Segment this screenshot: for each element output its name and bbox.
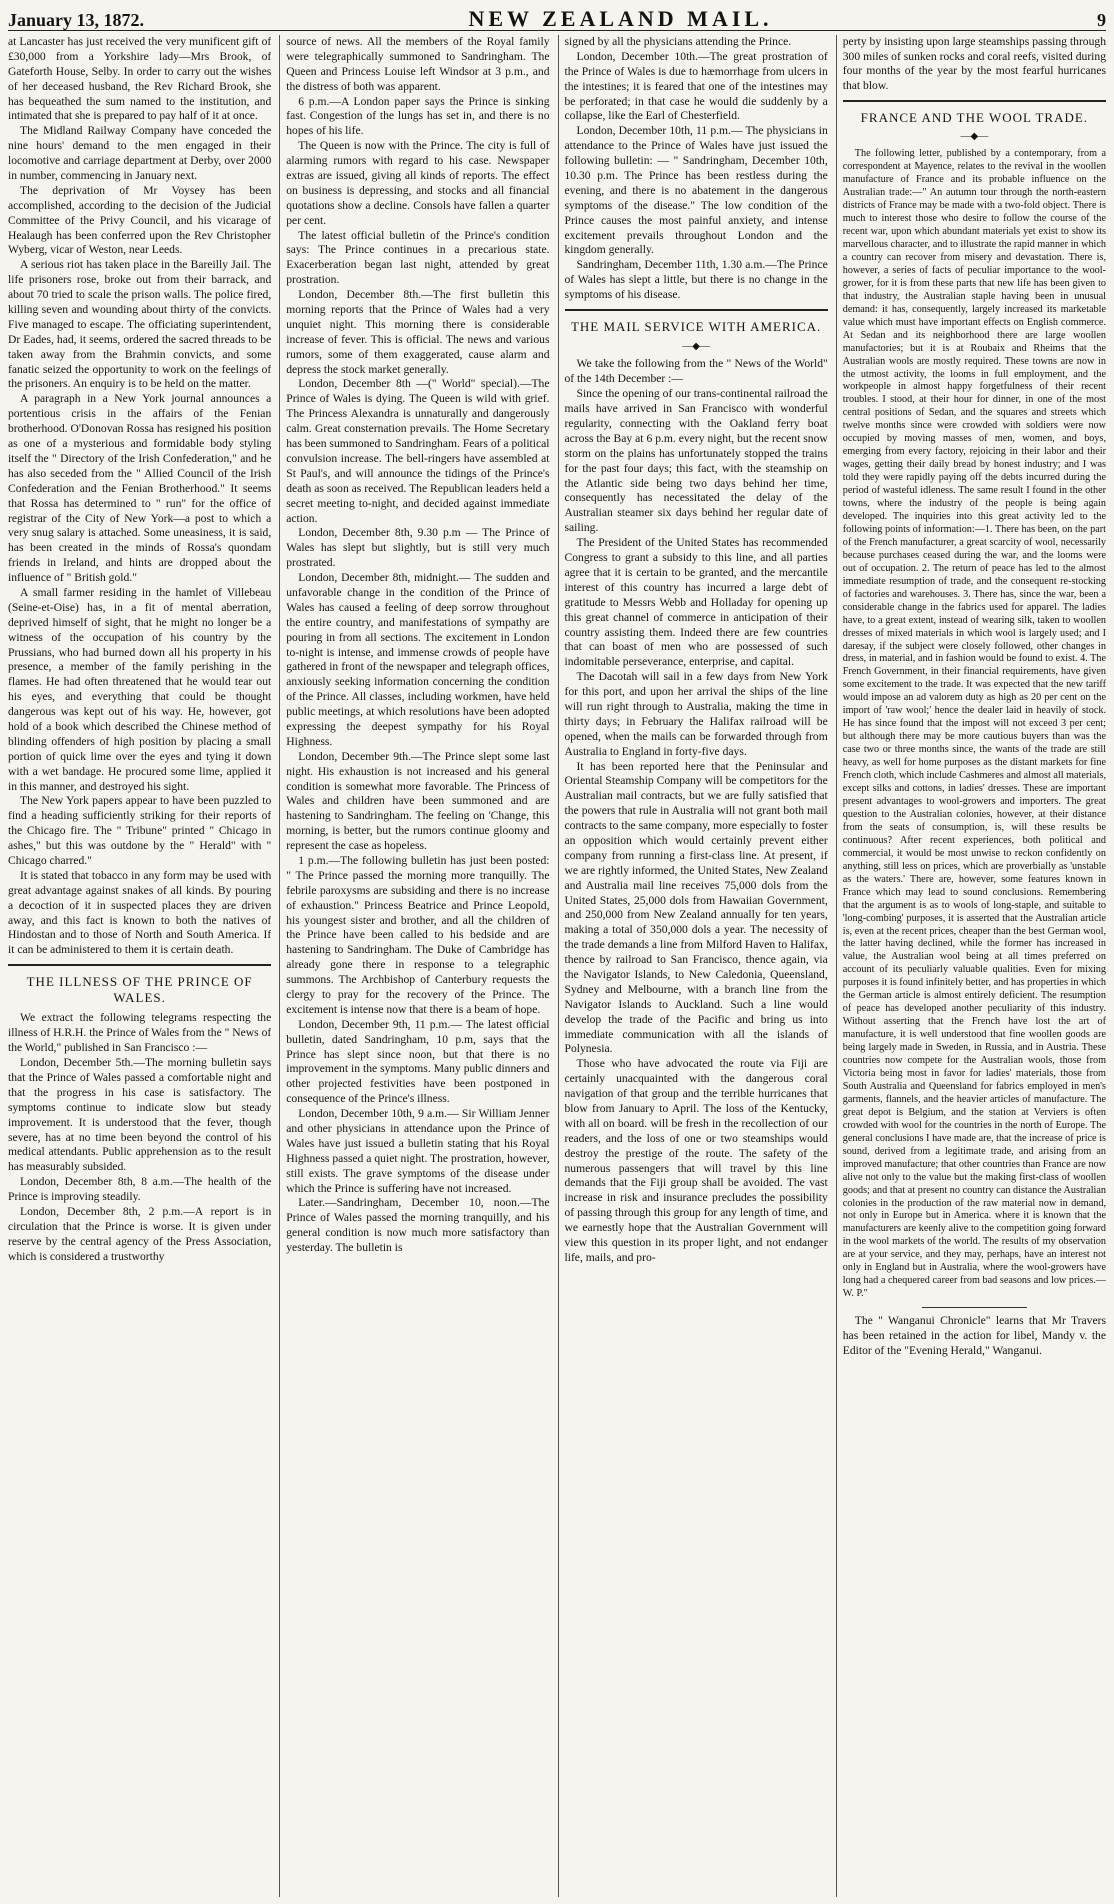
column-3 bbox=[558, 35, 828, 1897]
paragraph: Those who have advocated the route via Fiji are certainly unacquainted with the dangerous coral navigation of that group and the terrible hurricanes that blow from January to April. The loss of the Kentucky, with all on board. will be fresh in the recollection of our readers, and the loss of one or two steamships would destroy the prestige of the route. The safety of the numerous passengers that will travel by this line demands that the Fiji group shall be avoided. The vast increase in risk and insurance precludes the possibility of passing through this group for any length of time, and we earnestly hope that the Australian Government will view this question in its proper light, and not endanger life, mails, and pro- bbox=[564, 1057, 828, 1264]
ornament-dash: ―◆― bbox=[682, 340, 710, 352]
paragraph: 1 p.m.—The following bulletin has just been posted: " The Prince passed the morning more tranquilly. The febrile paroxysms are subsiding and there is no increase of exhaustion." Princess Beatrice and Prince Leopold, his youngest sister and brother, and all the children of the Prince have been called to his bedside and are hastening to Sandringham. The Duke of Cambridge has already gone there in response to a telegraphic summons. The Archbishop of Canterbury requests the clergy to pray for the recovery of the Prince. The excitement is intense now that there is a beam of hope. bbox=[286, 853, 550, 1016]
paragraph: Sandringham, December 11th, 1.30 a.m.—The Prince of Wales has slept a little, but there is no change in the symptoms of his disease. bbox=[564, 258, 828, 302]
paragraph: We extract the following telegrams respecting the illness of H.R.H. the Prince of Wales from the " News of the World," published in San Francisco :— bbox=[8, 1011, 272, 1055]
paragraph: A small farmer residing in the hamlet of Villebeau (Seine-et-Oise) has, in a fit of mental aberration, deprived himself of sight, that he might no longer be a witness of the occupation of his country by the Prussians, who had burned down all his property in his presence, a member of the family perishing in the flames. He had often threatened that he would tear out his eyes, and everything that could be thought dangerous was kept out of his way. He, however, got hold of a book which described the Chinese method of blinding offenders of high position by placing a small portion of quick lime over the eyes and tying it down with a wet bandage. He procured some lime, applied it in this manner, and destroyed his sight. bbox=[8, 585, 272, 793]
paragraph: It is stated that tobacco in any form may be used with great advantage against snakes of all kinds. By pouring a decoction of it in suspected places they are driven away, and this fact is known to both the natives of Hindostan and to those of North and South America. If it can be administered to them it is certain death. bbox=[8, 868, 272, 957]
page-number: 9 bbox=[1096, 10, 1106, 30]
ornament-dash: ―◆― bbox=[960, 131, 989, 143]
issue-date: January 13, 1872. bbox=[8, 10, 145, 30]
paragraph: London, December 8th —(" World" special).—The Prince of Wales is dying. The Queen is wild with grief. The Princess Alexandra is unnaturally and dangerously calm. Great consternation prevails. The Home Secretary has been summoned to Sandringham. Fears of a political convulsion increase. The bell-ringers have assembled at St Paul's, and will announce the tidings of the Prince's death as soon as received. The Republican leaders held a secret meeting to-night, and decided against immediate action. bbox=[286, 377, 550, 525]
paragraph: London, December 9th, 11 p.m.— The latest official bulletin, dated Sandringham, 10 p.m, says that the Prince has slept since noon, but that there is no improvement in the symptoms. Many public dinners and other projected festivities have been postponed in consequence of the Prince's illness. bbox=[286, 1017, 550, 1106]
paragraph: The " Wanganui Chronicle" learns that Mr Travers has been retained in the action for libel, Mandy v. the Editor of the "Evening Herald," Wanganui. bbox=[842, 1314, 1106, 1357]
paragraph: London, December 8th, 2 p.m.—A report is in circulation that the Prince is worse. It is given under reserve by the central agency of the Press Association, which is considered a trustworthy bbox=[8, 1204, 272, 1263]
paragraph: 6 p.m.—A London paper says the Prince is sinking fast. Congestion of the lungs has set in, and there is no hopes of his life. bbox=[286, 94, 550, 138]
paragraph: London, December 5th.—The morning bulletin says that the Prince of Wales passed a comfortable night and that the progress in his case is satisfactory. The symptoms continue to indicate slow but steady improvement. It is understood that the fever, though severe, has at no time been beyond the control of his medical attendants. Public apprehension as to the result has measurably subsided. bbox=[8, 1056, 272, 1174]
paragraph: The Queen is now with the Prince. The city is full of alarming rumors with regard to his case. Newspaper extras are issued, giving all kinds of reports. The effect on business is depressing, and stocks and all financial quotations show a decline. Consols have fallen a quarter per cent. bbox=[286, 139, 550, 227]
paragraph: A serious riot has taken place in the Bareilly Jail. The life prisoners rose, broke out from their barrack, and about 70 tried to scale the prison walls. The police fired, killing seven and wounding about thirty of the convicts. Five managed to escape. The officiating superintendent, Dr Eades, had, it seems, ordered the sacred threads to be taken away from the Brahmin convicts, and some fanatic seized the opportunity to work on the feelings of the prisoners. An enquiry is to be held on the matter. bbox=[8, 258, 272, 391]
paragraph: A paragraph in a New York journal announces a portentious crisis in the affairs of the Fenian brotherhood. O'Donovan Rossa has resigned his position as one of a mysterious and formidable body styling itself the " Directory of the Irish Confederation," and he has also seceded from the " Allied Council of the Irish Confederation and the Fenian Brotherhood." It seems that Rossa has determined to " run" for the office of registrar of the City of New York—a post to which a very snug salary is attached. Some uneasiness, it is said, has been created in the minds of Rossa's quondam friends in Ireland, and hints are dropped about the influence of " British gold." bbox=[8, 392, 272, 585]
section-rule bbox=[8, 964, 271, 966]
column-2 bbox=[279, 35, 549, 1897]
paragraph: London, December 8th, 8 a.m.—The health of the Prince is improving steadily. bbox=[8, 1175, 272, 1204]
paragraph: We take the following from the " News of the World" of the 14th December :— bbox=[564, 357, 828, 386]
paragraph: perty by insisting upon large steamships passing through 300 miles of sunken rocks and coral reefs, visited during four months of the year by the most fearful hurricanes that blow. bbox=[842, 35, 1106, 93]
paragraph: signed by all the physicians attending the Prince. bbox=[564, 35, 792, 48]
paragraph: London, December 10th, 11 p.m.— The physicians in attendance to the Prince of Wales have just issued the following bulletin: — " Sandringham, December 10th, 10.30 p.m. The Prince has been restless during the evening, and there is no abatement in the dangerous symptoms of the disease." The low condition of the Prince causes the most painful anxiety, and intense excitement prevails throughout London and the kingdom generally. bbox=[564, 124, 828, 257]
paragraph: London, December 8th, midnight.— The sudden and unfavorable change in the condition of the Prince of Wales has caused a feeling of deep sorrow throughout the entire country, and manifestations of sympathy are pouring in from all sections. The excitement in London to-night is intense, and immense crowds of people have gathered in front of the newspaper and telegraph offices, anxiously seeking information concerning the condition of the Prince. All classes, including workmen, have held public meetings, at which resolutions have been adopted expressing the deepest sympathy for his Royal Highness. bbox=[286, 571, 550, 748]
paragraph: Since the opening of our trans-continental railroad the mails have arrived in San Francisco with wonderful regularity, connecting with the Oakland ferry boat across the Bay at 6 p.m. every night, but the recent snow storm on the plains has unfortunately stopped the trains for the past four days; this fact, with the steamship on the Atlantic side being two days behind her time, consequently has necessitated the delay of the Australian steamer six days behind her regular date of sailing. bbox=[564, 387, 828, 535]
paragraph: It has been reported here that the Peninsular and Oriental Steamship Company will be competitors for the Australian mail contracts, but we are fully satisfied that the powers that rule in Australia will not grant both mail contracts to the same company, more especially to foster an opposition which would certainly prevent either company from running a first-class line. At present, if we are rightly informed, the United States, New Zealand and Australia mail line receives 75,000 dols from the United States, 25,000 dols from Hawaiian Government, and 250,000 from New Zealand annually for ten years, making a total of 350,000 dols a year. The necessity of the trade demands a line from Milford Haven to Halifax, thence by railroad to San Francisco, thence again, via the Navigator Islands, to New Caledonia, Queensland, Sydney and Melbourne, with a branch line from the Navigator Islands to Auckland. Such a line would develop the trade of the Pacific and bring us into immediate communication with all the islands of Polynesia. bbox=[564, 759, 828, 1056]
paragraph: Later.—Sandringham, December 10, noon.—The Prince of Wales passed the morning tranquilly, and his general condition is now much more satisfactory than yesterday. The bulletin is bbox=[286, 1196, 550, 1255]
masthead bbox=[8, 6, 1106, 31]
paragraph: London, December 9th.—The Prince slept some last night. His exhaustion is not increased and his general condition is somewhat more favorable. The Princess of Wales and children have been summoned and are hastening to Sandringham. The feeling on 'Change, this morning, is better, but the rumors continue gloomy and represent the case as hopeless. bbox=[286, 749, 550, 853]
paragraph: The President of the United States has recommended Congress to grant a subsidy to this line, and all parties agree that it is certain to be granted, and the mercantile interest of this country has incurred a large debt of gratitude to Messrs Webb and Holladay for opening up this great channel of commerce in anticipation of their country assisting them. Indeed there are few countries that can boast of men who are possessed of such indomitable perseverance, enterprise, and capital. bbox=[564, 536, 828, 669]
article-heading-prince-illness: THE ILLNESS OF THE PRINCE OF WALES. bbox=[26, 974, 253, 1005]
section-rule bbox=[843, 100, 1106, 102]
paragraph: The following letter, published by a contemporary, from a correspondent at Mayence, relates to the revival in the woollen manufacture of France and its probable influence on the Australian trade:—" An autumn tour through the north-eastern districts of France may be made with a two-fold object. There is much to interest those who desire to follow the course of the recent war, upon which abundant materials yet exist to show its marvellous character, and to illustrate the rapid manner in which a country can recover from misery and devastation. There is, however, a series of facts of peculiar importance to the wool-grower, for it is from these parts that new life has been given to that industry, the Australian staple having been in unusual demand: it has, consequently, largely increased its marketable value which must have important effects on English commerce. At Sedan and its neighborhood there are large woollen manufactories; but it is at Roubaix and Rheims that the Australian wools are mostly required. These towns are now in the utmost activity, the looms in full employment, and the workpeople in almost happy forgetfulness of their recent troubles. I stood, at their hour for dinner, in one of the most central positions of Sedan, and the squares and streets which twelve months since were crowded with soldiers were now occupied by moving masses of men, women, and boys, emerging from every factory, rejoicing in their labor and their wages, getting their daily bread by honest industry; and I was told they were rapidly paying off the debts incurred during the period of wasteful idleness. The same result I found in the other towns, where the industry of the people is being again developed. The inquiries into this great activity led to the following points of information:—1. There has been, on the part of the French manufacturer, a great scarcity of wool, necessarily because purchases ceased during the war, and the looms were out of occupation. 2. The return of peace has led to the almost immediate resumption of trade, and the consequent re-stocking of factories and warehouses. 3. There has, since the war, been a considerable change in the fabrics used for apparel. The ladies have, to a great extent, instead of wearing silk, taken to woollen dresses of mixed materials in which wool is largely used; and I daresay, if the subject were closely followed, other changes in dress, in material, and in fashion would be found to exist. 4. The French Government, in their financial requirements, have given some excitement to the trade. It was expected that the new tariff would impose an ad valorem duty as high as 20 per cent on the import of 'raw wool;' hence the dealer laid in heavily of stock. He has since found that the impost will not exceed 3 per cent; but although there may be more cautious buyers than was the case two or three months since, the wants of the trade are still heavy, as well for home purposes as the distant markets for fine French cloth, which include Cashmeres and almost all materials, except silks and cottons, in ladies' dresses. These are important present advantages to wool-growers and importers. The great question to the Australian colonies, however, at their distance from the seats of consumption, is, will these results be continuous? After recent experiences, both political and commercial, it would be most unwise to reckon confidently on anything, still less on prices, which are proverbially as 'unstable as the waters.' There are, however, some features known in France which may lead to sound conclusions. Remembering that the argument is as to wools of long-staple, and suitable to 'long-combing' purposes, it is asserted that the Australian article is, even at the recent prices, cheaper than the best German wool, the latter having declined, while the former has increased in value, the Australian wool being at all times preferred on account of its peculiarly valuable qualities. Even for mixing purposes it is found infinitely better, and has properties in which the German article is almost entirely deficient. The resumption of peace has developed another peculiarity of this industry. Without asserting that the French have lost the art of manufacture, it is well understood that fine woollen goods are being largely made in Sweden, in Russia, and in Austria. These countries now compete for the Australian wools, those from Victoria being most in favor for ladies' materials, those from South Australia and Queensland for fabrics employed in men's garments, flannels, and the heavier articles of manufacture. The great depot is Belgium, and the station at Verviers is often crowded with wool for the countries in the north of Europe. The general conclusions I have made are, that the increase of price is sound, derived from a legitimate trade, and arising from an improved manufacture; that other countries than France are now alive not only to the value but the making first-class of woollen goods; and that at present no country can distance the Australian colonies in the production of the raw material now in demand, not only in Europe but in America. where it is known that the manufacturers are keenly alive to the competition going forward in the wool markets of the world. The results of my observation are at your service, and they may, perhaps, have an interest not only in England but in Australia, where the wool-growers have long had a chequered career from bad seasons and low prices.—W. P." bbox=[842, 148, 1106, 1300]
paragraph: source of news. All the members of the Royal family were telegraphically summoned to Sandringham. The Queen and Princess Louise left Windsor at 3 p.m., and the distress of both was apparent. bbox=[286, 35, 550, 93]
column-4 bbox=[836, 35, 1106, 1897]
newspaper-title: NEW ZEALAND MAIL. bbox=[468, 6, 773, 31]
end-rule bbox=[922, 1307, 1027, 1308]
paragraph: The deprivation of Mr Voysey has been accomplished, according to the decision of the Judicial Committee of the Privy Council, and his vicarage of Healaugh has been conferred upon the Rev Christopher Wyberg, vicar of Weston, near Leeds. bbox=[8, 183, 272, 257]
paragraph: The Dacotah will sail in a few days from New York for this port, and upon her arrival the ships of the line will run right through to Australia, making the time in thirty days; in February the Halifax railroad will be opened, when the mails can be forwarded through from Australia to England in forty-five days. bbox=[564, 670, 828, 758]
paragraph: London, December 8th, 9.30 p.m — The Prince of Wales has slept but slightly, but is still very much prostrated. bbox=[286, 526, 550, 570]
article-heading-wool-trade: FRANCE AND THE WOOL TRADE. bbox=[860, 109, 1089, 125]
column-1 bbox=[8, 35, 271, 1897]
article-heading-mail-service: THE MAIL SERVICE WITH AMERICA. bbox=[570, 319, 822, 335]
section-rule bbox=[565, 309, 828, 311]
paragraph: London, December 8th.—The first bulletin this morning reports that the Prince of Wales had a very unquiet night. This morning there is considerable increase of fever. This is official. The news and various rumors, some of them exaggerated, cause alarm and depress the stock market generally. bbox=[286, 288, 550, 376]
columns bbox=[8, 35, 1106, 1897]
paragraph: London, December 10th, 9 a.m.— Sir William Jenner and other physicians in attendance upon the Prince of Wales have just issued a bulletin stating that his Royal Highness passed a quiet night. The prostration, however, still exists. The grave symptoms of the disease under which the Prince is suffering have not increased. bbox=[286, 1107, 550, 1195]
paragraph: at Lancaster has just received the very munificent gift of £30,000 from a Yorkshire lady—Mrs Brook, of Gateforth House, Selby. In order to carry out the wishes of her deceased husband, the Rev Richard Brook, she has bequeathed the sum named to the institution, and intimated that she is prepared to pay half of it at once. bbox=[8, 35, 272, 123]
paragraph: London, December 10th.—The great prostration of the Prince of Wales is due to hæmorrhage from ulcers in the intestines; it is feared that one of the intestines may be perforated; in that case he would die suddenly by a collapse, like the Earl of Chesterfield. bbox=[564, 49, 828, 123]
paragraph: The latest official bulletin of the Prince's condition says: The Prince continues in a precarious state. Exacerberation began last night, attended by great prostration. bbox=[286, 228, 550, 287]
paragraph: The Midland Railway Company have conceded the nine hours' demand to the men engaged in their locomotive and carriage department at Derby, over 2000 in number, commencing in January next. bbox=[8, 124, 272, 183]
paragraph: The New York papers appear to have been puzzled to find a heading sufficiently striking for their reports of the Chicago fire. The " Tribune" printed " Chicago in ashes," but this was outdone by the " Herald" with " Chicago charred." bbox=[8, 794, 272, 867]
